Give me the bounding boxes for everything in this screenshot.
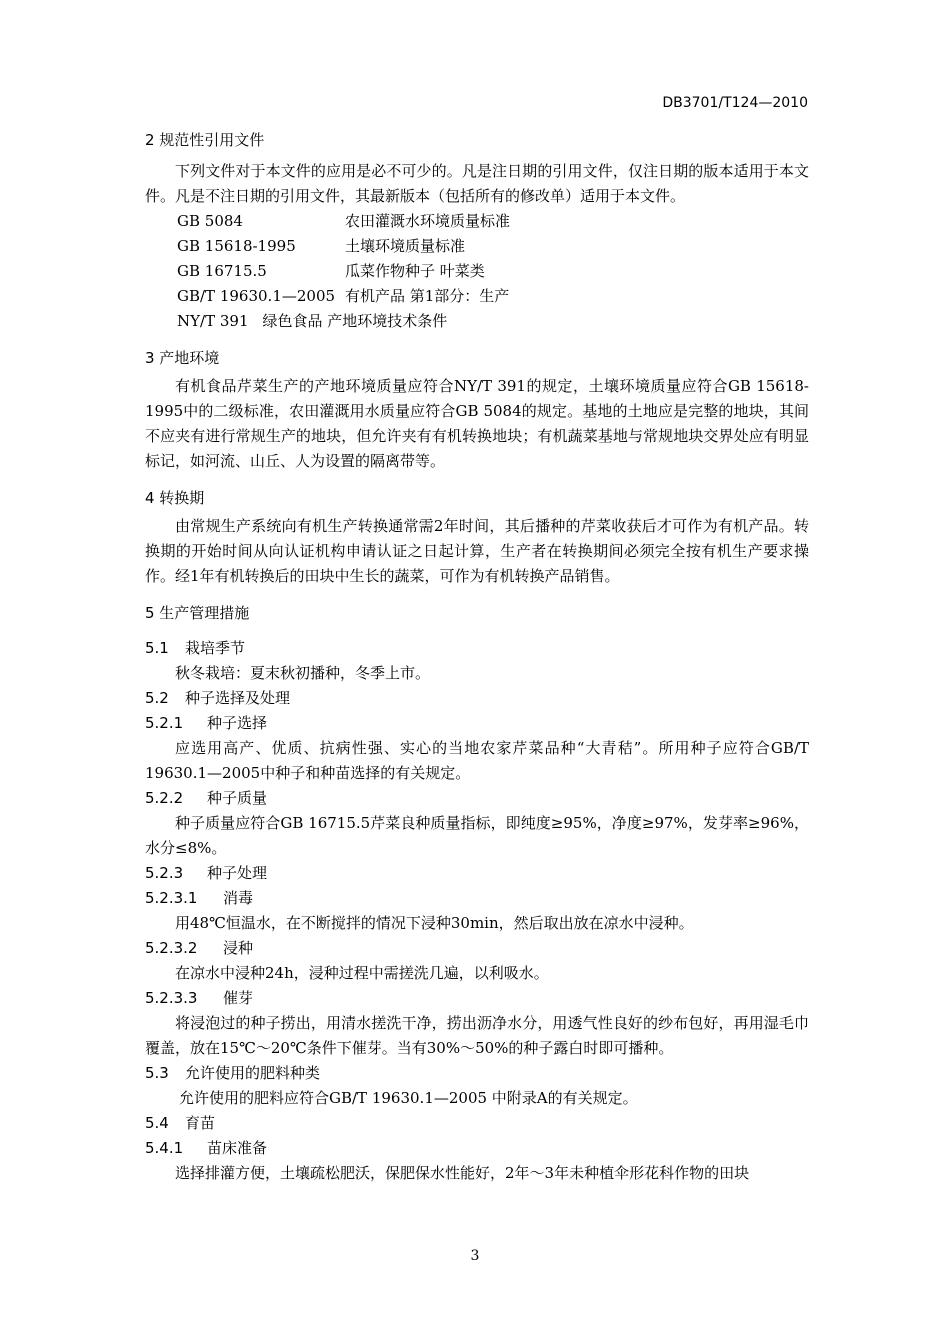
section-number: 5.2.3.2 bbox=[145, 939, 198, 957]
section-5-2-3-3-heading bbox=[145, 986, 809, 1011]
reference-item bbox=[145, 284, 809, 309]
section-5-2-2-body: 种子质量应符合GB 16715.5芹菜良种质量指标，即纯度≥95%，净度≥97%，发芽率≥96%，水分≤8%。 bbox=[145, 814, 809, 857]
reference-name: 瓜菜作物种子 叶菜类 bbox=[345, 262, 485, 280]
section-5-4-1-body: 选择排灌方便，土壤疏松肥沃，保肥保水性能好，2年～3年未种植伞形花科作物的田块 bbox=[175, 1164, 750, 1182]
section-4-title: 4 转换期 bbox=[145, 489, 205, 507]
section-5-3-heading bbox=[145, 1061, 809, 1086]
section-2-intro: 下列文件对于本文件的应用是必不可少的。凡是注日期的引用文件，仅注日期的版本适用于本文件。凡是不注日期的引用文件，其最新版本（包括所有的修改单）适用于本文件。 bbox=[145, 162, 809, 205]
section-number: 5.4 bbox=[145, 1114, 169, 1132]
section-3-title: 3 产地环境 bbox=[145, 349, 220, 367]
section-title: 栽培季节 bbox=[185, 639, 246, 657]
section-5-2-1-heading bbox=[145, 711, 809, 736]
section-5-2-3-heading bbox=[145, 861, 809, 886]
document-body bbox=[145, 128, 809, 1186]
section-number: 5.2.1 bbox=[145, 714, 184, 732]
section-5-2-2-heading bbox=[145, 786, 809, 811]
section-title: 种子选择 bbox=[207, 714, 268, 732]
section-number: 5.2.3.1 bbox=[145, 889, 198, 907]
section-5-2-3-2-heading bbox=[145, 936, 809, 961]
section-title: 催芽 bbox=[223, 989, 254, 1007]
reference-code: NY/T 391 bbox=[177, 312, 249, 330]
reference-item bbox=[145, 309, 809, 334]
section-5-title: 5 生产管理措施 bbox=[145, 604, 250, 622]
reference-name: 绿色食品 产地环境技术条件 bbox=[262, 312, 448, 330]
section-title: 种子选择及处理 bbox=[185, 689, 291, 707]
section-5-1-body: 秋冬栽培：夏末秋初播种，冬季上市。 bbox=[175, 664, 431, 682]
section-title: 浸种 bbox=[223, 939, 254, 957]
section-title: 苗床准备 bbox=[207, 1139, 268, 1157]
reference-code: GB/T 19630.1—2005 bbox=[177, 287, 336, 305]
section-number: 5.3 bbox=[145, 1064, 169, 1082]
section-5-2-1-body: 应选用高产、优质、抗病性强、实心的当地农家芹菜品种“大青秸”。所用种子应符合GB/T 19630.1—2005中种子和种苗选择的有关规定。 bbox=[145, 739, 809, 782]
section-number: 5.2.3.3 bbox=[145, 989, 198, 1007]
page-number: 3 bbox=[470, 1248, 480, 1264]
section-number: 5.2.3 bbox=[145, 864, 184, 882]
section-5-2-3-3-body: 将浸泡过的种子捞出，用清水搓洗干净，捞出沥净水分，用透气性良好的纱布包好，再用湿毛巾覆盖，放在15℃～20℃条件下催芽。当有30%～50%的种子露白时即可播种。 bbox=[145, 1014, 809, 1057]
section-5-2-3-2-body: 在凉水中浸种24h，浸种过程中需搓洗几遍，以利吸水。 bbox=[175, 964, 549, 982]
reference-item bbox=[145, 234, 809, 259]
reference-item bbox=[145, 259, 809, 284]
section-3-body: 有机食品芹菜生产的产地环境质量应符合NY/T 391的规定，土壤环境质量应符合GB 15618-1995中的二级标准，农田灌溉用水质量应符合GB 5084的规定。基地的土地应是完整的地块，其间不应夹有进行常规生产的地块，但允许夹有有机转换地块；有机蔬菜基地与常规地块交界处应有明显标记，如河流、山丘、人为设置的隔离带等。 bbox=[145, 377, 809, 470]
reference-code: GB 16715.5 bbox=[177, 262, 267, 280]
section-title: 允许使用的肥料种类 bbox=[185, 1064, 321, 1082]
section-4-body: 由常规生产系统向有机生产转换通常需2年时间，其后播种的芹菜收获后才可作为有机产品。转换期的开始时间从向认证机构申请认证之日起计算，生产者在转换期间必须完全按有机生产要求操作。经1年有机转换后的田块中生长的蔬菜，可作为有机转换产品销售。 bbox=[145, 517, 809, 585]
section-5-1-heading bbox=[145, 636, 809, 661]
section-5-2-3-1-heading bbox=[145, 886, 809, 911]
section-5-4-1-heading bbox=[145, 1136, 809, 1161]
reference-item bbox=[145, 209, 809, 234]
reference-code: GB 15618-1995 bbox=[177, 237, 296, 255]
section-number: 5.2 bbox=[145, 689, 169, 707]
reference-name: 有机产品 第1部分：生产 bbox=[345, 287, 510, 305]
section-5-2-3-1-body: 用48℃恒温水，在不断搅拌的情况下浸种30min，然后取出放在凉水中浸种。 bbox=[175, 914, 694, 932]
section-number: 5.4.1 bbox=[145, 1139, 184, 1157]
section-title: 消毒 bbox=[223, 889, 254, 907]
section-title: 种子处理 bbox=[207, 864, 268, 882]
reference-code: GB 5084 bbox=[177, 212, 243, 230]
reference-name: 农田灌溉水环境质量标准 bbox=[345, 212, 511, 230]
section-title: 种子质量 bbox=[207, 789, 268, 807]
section-5-4-heading bbox=[145, 1111, 809, 1136]
reference-name: 土壤环境质量标准 bbox=[345, 237, 466, 255]
document-code: DB3701/T124—2010 bbox=[662, 95, 808, 111]
section-5-2-heading bbox=[145, 686, 809, 711]
section-2-title: 2 规范性引用文件 bbox=[145, 131, 265, 149]
section-title: 育苗 bbox=[185, 1114, 216, 1132]
section-5-3-body: 允许使用的肥料应符合GB/T 19630.1—2005 中附录A的有关规定。 bbox=[179, 1089, 638, 1107]
section-number: 5.2.2 bbox=[145, 789, 184, 807]
section-number: 5.1 bbox=[145, 639, 169, 657]
